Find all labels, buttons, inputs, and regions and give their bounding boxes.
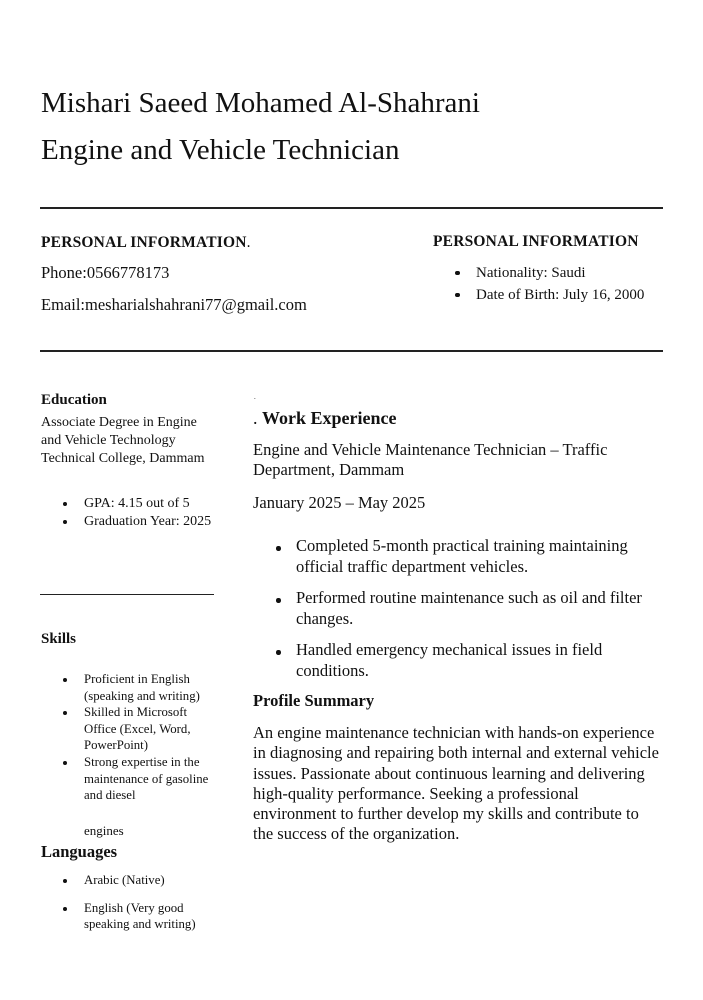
skills-tail-text: engines [84,823,124,838]
candidate-name: Mishari Saeed Mohamed Al-Shahrani [41,87,480,119]
languages-heading: Languages [41,842,118,861]
work-role: Engine and Vehicle Maintenance Technician – Traffic Department, Dammam [253,440,608,479]
education-divider [40,594,214,595]
email: Email:mesharialshahrani77@gmail.com [41,295,307,314]
list-item: Performed routine maintenance such as oil and filter changes. [276,588,666,629]
section-divider [40,350,663,352]
languages-list [63,872,213,944]
skills-list [63,671,213,804]
profile-summary-heading: Profile Summary [253,691,375,710]
list-item: English (Very good speaking and writing) [63,900,213,932]
skills-heading: Skills [41,631,77,647]
work-experience-heading: . Work Experience [253,408,397,428]
job-title: Engine and Vehicle Technician [41,134,400,166]
list-item: Graduation Year: 2025 [63,513,213,531]
work-dates: January 2025 – May 2025 [253,493,426,512]
personal-info-heading-right: PERSONAL INFORMATION [433,233,639,250]
list-item: Proficient in English (speaking and writing) [63,671,213,704]
list-item: Strong expertise in the maintenance of gasoline and diesel [63,754,213,804]
list-item: Arabic (Native) [63,872,213,888]
list-item: Handled emergency mechanical issues in field conditions. [276,640,666,681]
profile-summary-text: An engine maintenance technician with hands-on experience in diagnosing and repairing both internal and external vehicle issues. Passionate about continuous learning and delivering high-quality performance. Seeking a professional environment to further develop my skills and contribute to the success of the organization. [253,723,659,844]
education-degree: Associate Degree in Engine and Vehicle Technology Technical College, Dammam [41,415,205,466]
personal-info-heading-left: PERSONAL INFORMATION. [41,234,251,251]
list-item: Completed 5-month practical training maintaining official traffic department vehicles. [276,536,666,577]
personal-info-list [455,262,644,306]
header-divider [40,207,663,209]
phone: Phone:0566778173 [41,263,170,282]
work-duties-list [276,536,666,692]
list-item: Skilled in Microsoft Office (Excel, Word, PowerPoint) [63,704,213,754]
list-item: Date of Birth: July 16, 2000 [455,284,644,306]
education-list [63,495,213,531]
education-heading: Education [41,392,107,408]
list-item: GPA: 4.15 out of 5 [63,495,213,513]
stray-dot: . [254,393,256,401]
list-item: Nationality: Saudi [455,262,644,284]
